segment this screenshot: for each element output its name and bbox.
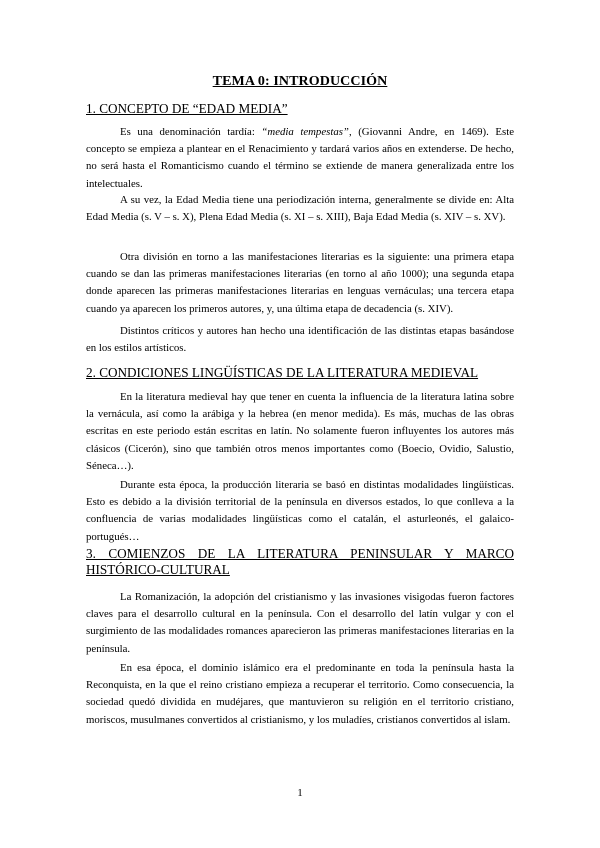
section-1-paragraph-1-lead: Es una denominación tardía:: [120, 126, 262, 138]
section-1-heading: 1. CONCEPTO DE “EDAD MEDIA”: [86, 101, 288, 116]
section-2-paragraph-2: Durante esta época, la producción literaria se basó en distintas modalidades lingüísticas. Esto es debido a la división territorial de la península en diversos estados, lo que conlleva a la confluencia de varias modalidades lingüísticas como el catalán, el asturleonés, el galaico-portugués…: [86, 479, 514, 543]
section-3-paragraph-1: La Romanización, la adopción del cristianismo y las invasiones visigodas fueron factores claves para el desarrollo cultural en la península. Con el desarrollo del latín vulgar y con el surgimiento de las modalidades romances aparecieron las primeras manifestaciones literarias en la península.: [86, 591, 514, 655]
section-2-heading: 2. CONDICIONES LINGÜÍSTICAS DE LA LITERATURA MEDIEVAL: [86, 365, 479, 380]
section-3-heading: 3. COMIENZOS DE LA LITERATURA PENINSULAR Y MARCO HISTÓRICO-CULTURAL: [86, 546, 514, 577]
page-number: 1: [297, 787, 303, 799]
section-1-paragraph-4: Distintos críticos y autores han hecho una identificación de las distintas etapas basándose en los estilos artísticos.: [86, 325, 514, 355]
section-1-paragraph-1-rest: , (Giovanni Andre, en 1469). Este concepto se empieza a plantear en el Renacimiento y tardará varios años en extenderse. De hecho, no será hasta el Romanticismo cuando el término se extiende de manera generalizada entre los intelectuales.: [86, 126, 514, 190]
section-1-paragraph-2: A su vez, la Edad Media tiene una periodización interna, generalmente se divide en: Alta Edad Media (s. V – s. X), Plena Edad Media (s. XI – s. XIII), Baja Edad Media (s. XIV – s. XV).: [86, 194, 514, 224]
section-1-paragraph-1: [86, 124, 514, 193]
section-1-paragraph-3: Otra división en torno a las manifestaciones literarias es la siguiente: una primera etapa cuando se dan las primeras manifestaciones literarias (en torno al año 1000); una segunda etapa donde aparecen las primeras manifestaciones literarias en lenguas vernáculas; una tercera etapa cuando ya aparecen los primeros autores, y, una última etapa de decadencia (s. XIV).: [86, 251, 514, 315]
section-3-paragraph-2: En esa época, el dominio islámico era el predominante en toda la península hasta la Reconquista, en la que el reino cristiano empieza a recuperar el territorio. Como consecuencia, la sociedad quedó dividida en mudéjares, que mantuvieron su religión en el territorio cristiano, moriscos, musulmanes convertidos al cristianismo, y los muladíes, cristianos convertidos al islam.: [86, 662, 514, 726]
section-2-paragraph-1: En la literatura medieval hay que tener en cuenta la influencia de la literatura latina sobre la vernácula, así como la arábiga y la hebrea (en menor medida). Es más, muchas de las obras escritas en este periodo están escritas en latín. No solamente fueron influyentes los autores más clásicos (Cicerón), sino que también otros menos importantes como (Boecio, Ovidio, Salustio, Séneca…).: [86, 391, 514, 472]
document-title: TEMA 0: INTRODUCCIÓN: [212, 74, 388, 89]
section-1-paragraph-1-emphasis: “media tempestas”: [261, 126, 349, 138]
